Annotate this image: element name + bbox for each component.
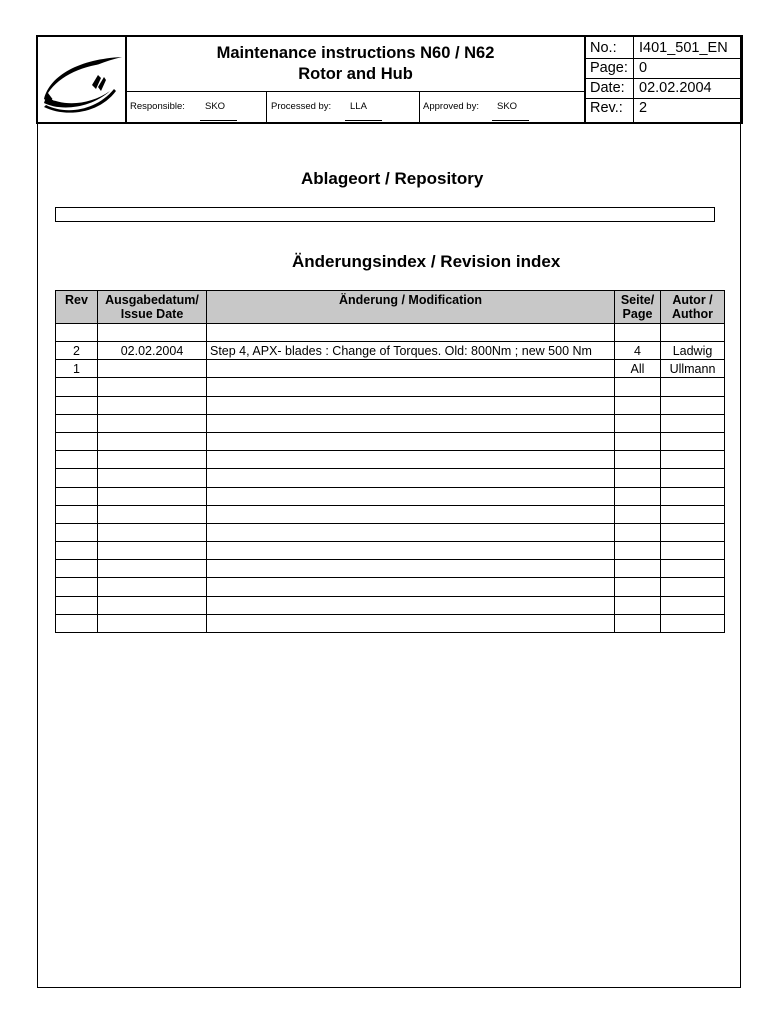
cell-rev [56,542,98,560]
cell-issue-date [98,378,207,396]
cell-author [661,469,725,487]
cell-issue-date [98,396,207,414]
cell-modification [207,596,615,614]
cell-author [661,378,725,396]
cell-issue-date [98,487,207,505]
cell-rev: 2 [56,342,98,360]
cell-modification [207,505,615,523]
table-row [56,378,725,396]
cell-rev [56,451,98,469]
table-row [56,487,725,505]
cell-author [661,596,725,614]
cell-page [615,560,661,578]
cell-author: Ladwig [661,342,725,360]
date-value: 02.02.2004 [639,80,712,96]
cell-modification [207,560,615,578]
underline [345,120,382,121]
cell-modification [207,542,615,560]
column-header-issue-date: Ausgabedatum/ Issue Date [98,291,207,324]
approved-label: Approved by: [423,101,479,112]
cell-issue-date [98,523,207,541]
repository-field [55,207,715,222]
responsible-label: Responsible: [130,101,185,112]
document-subtitle: Rotor and Hub [298,65,413,83]
cell-modification [207,414,615,432]
cell-page [615,614,661,632]
cell-rev [56,414,98,432]
cell-page [615,414,661,432]
cell-page: All [615,360,661,378]
cell-issue-date [98,432,207,450]
cell-page [615,523,661,541]
revision-value: 2 [639,100,648,116]
cell-author: Ullmann [661,360,725,378]
cell-author [661,523,725,541]
cell-issue-date [98,614,207,632]
cell-page [615,432,661,450]
table-row [56,432,725,450]
cell-issue-date: 02.02.2004 [98,342,207,360]
cell-rev: 1 [56,360,98,378]
underline [492,120,529,121]
cell-modification [207,614,615,632]
cell-modification [207,523,615,541]
repository-heading: Ablageort / Repository [301,169,484,188]
table-row [56,469,725,487]
table-row [56,451,725,469]
table-row [56,414,725,432]
cell-rev [56,469,98,487]
cell-rev [56,396,98,414]
cell-modification: Step 4, APX- blades : Change of Torques. Old: 800Nm ; new 500 Nm [207,342,615,360]
table-row [56,614,725,632]
document-header [36,35,743,124]
cell-rev [56,432,98,450]
column-header-page: Seite/ Page [615,291,661,324]
logo-cell [38,37,127,122]
cell-author [661,614,725,632]
cell-issue-date [98,596,207,614]
processed-label: Processed by: [271,101,332,112]
page-value: 0 [639,60,648,76]
table-row [56,324,725,342]
table-header-row [56,291,725,324]
column-header-modification: Änderung / Modification [207,291,615,324]
cell-author [661,414,725,432]
title-cell [127,37,584,92]
column-header-rev: Rev [56,291,98,324]
cell-issue-date [98,542,207,560]
table-row [56,578,725,596]
cell-modification [207,487,615,505]
cell-page [615,505,661,523]
table-row [56,342,725,360]
table-row [56,596,725,614]
cell-author [661,432,725,450]
company-logo-icon [40,45,124,113]
approved-value: SKO [497,101,518,112]
cell-issue-date [98,560,207,578]
document-info-cell [584,37,741,122]
responsibility-row [127,92,584,122]
cell-rev [56,487,98,505]
cell-modification [207,432,615,450]
cell-page [615,596,661,614]
responsible-value: SKO [205,101,226,112]
table-row [56,542,725,560]
cell-issue-date [98,505,207,523]
table-row [56,396,725,414]
cell-author [661,451,725,469]
cell-author [661,542,725,560]
cell-modification [207,396,615,414]
cell-page [615,378,661,396]
cell-modification [207,451,615,469]
cell-author [661,560,725,578]
cell-page: 4 [615,342,661,360]
column-header-author: Autor / Author [661,291,725,324]
cell-page [615,396,661,414]
cell-page [615,451,661,469]
document-title: Maintenance instructions N60 / N62 [216,44,495,62]
cell-issue-date [98,360,207,378]
cell-page [615,578,661,596]
cell-rev [56,614,98,632]
cell-rev [56,505,98,523]
table-row [56,505,725,523]
table-row [56,523,725,541]
cell-modification [207,469,615,487]
cell-rev [56,596,98,614]
doc-number-label: No.: [590,40,617,56]
cell-modification [207,378,615,396]
cell-issue-date [98,469,207,487]
cell-rev [56,560,98,578]
revision-label: Rev.: [590,100,623,116]
cell-author [661,487,725,505]
revision-table [55,290,725,633]
underline [200,120,237,121]
cell-rev [56,523,98,541]
cell-author [661,505,725,523]
cell-page [615,469,661,487]
cell-modification [207,578,615,596]
date-label: Date: [590,80,625,96]
cell-page [615,542,661,560]
table-row [56,360,725,378]
cell-issue-date [98,451,207,469]
doc-number-value: I401_501_EN [639,40,728,56]
divider [419,92,420,122]
cell-rev [56,578,98,596]
cell-page [615,487,661,505]
processed-value: LLA [350,101,367,112]
divider [266,92,267,122]
cell-modification [207,360,615,378]
table-row [56,560,725,578]
page-label: Page: [590,60,628,76]
cell-issue-date [98,414,207,432]
cell-author [661,578,725,596]
cell-issue-date [98,578,207,596]
revision-index-heading: Änderungsindex / Revision index [292,252,561,271]
cell-rev [56,378,98,396]
cell-author [661,396,725,414]
